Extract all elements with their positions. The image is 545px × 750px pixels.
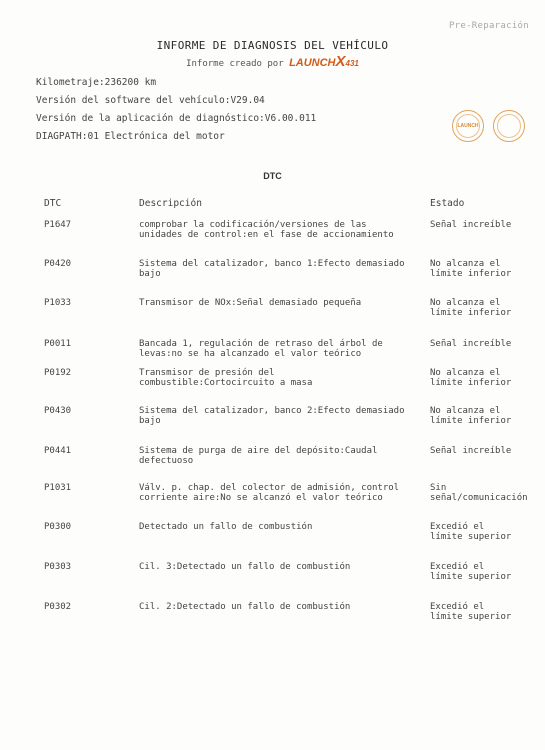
- launch-logo: LAUNCHX431: [289, 53, 359, 70]
- dtc-code: P0420: [44, 259, 72, 269]
- dtc-code: P1033: [44, 298, 72, 308]
- dtc-status: No alcanza el límite inferior: [430, 406, 512, 426]
- dtc-description: Bancada 1, regulación de retraso del árbol de levas:no se ha alcanzado el valor teórico: [139, 339, 383, 359]
- dtc-status: No alcanza el límite inferior: [430, 368, 512, 388]
- certification-stamp-logo: [493, 110, 525, 142]
- dtc-status: Señal increíble: [430, 339, 512, 349]
- diagnostic-app-version: Versión de la aplicación de diagnóstico:V6.00.011: [36, 113, 317, 124]
- dtc-code: P0430: [44, 406, 72, 416]
- dtc-code: P1647: [44, 220, 72, 230]
- dtc-description: Sistema del catalizador, banco 1:Efecto demasiado bajo: [139, 259, 405, 279]
- dtc-description: Válv. p. chap. del colector de admisión, control corriente aire:No se alcanzó el valor teórico: [139, 483, 400, 503]
- diagpath: DIAGPATH:01 Electrónica del motor: [36, 131, 225, 142]
- dtc-code: P0441: [44, 446, 72, 456]
- column-header-description: Descripción: [139, 198, 202, 209]
- dtc-status: Señal increíble: [430, 446, 512, 456]
- dtc-description: Detectado un fallo de combustión: [139, 522, 313, 532]
- launch-stamp-logo: LAUNCH: [452, 110, 484, 142]
- mileage: Kilometraje:236200 km: [36, 77, 157, 88]
- report-stage-tag: Pre-Reparación: [448, 21, 529, 31]
- dtc-status: No alcanza el límite inferior: [430, 259, 512, 279]
- dtc-description: Cil. 3:Detectado un fallo de combustión: [139, 562, 351, 572]
- dtc-description: Cil. 2:Detectado un fallo de combustión: [139, 602, 351, 612]
- dtc-description: Sistema de purga de aire del depósito:Caudal defectuoso: [139, 446, 378, 466]
- dtc-status: Excedió el límite superior: [430, 602, 512, 622]
- dtc-status: Señal increíble: [430, 220, 512, 230]
- dtc-description: Transmisor de NOx:Señal demasiado pequeña: [139, 298, 362, 308]
- dtc-status: No alcanza el límite inferior: [430, 298, 512, 318]
- dtc-section-title: DTC: [263, 171, 282, 181]
- subtitle-text: Informe creado por: [186, 59, 284, 69]
- column-header-status: Estado: [430, 198, 465, 209]
- report-title: INFORME DE DIAGNOSIS DEL VEHÍCULO: [156, 39, 389, 52]
- dtc-status: Sin señal/comunicación: [430, 483, 528, 503]
- dtc-status: Excedió el límite superior: [430, 522, 512, 542]
- dtc-description: Sistema del catalizador, banco 2:Efecto demasiado bajo: [139, 406, 405, 426]
- dtc-code: P0192: [44, 368, 72, 378]
- dtc-code: P0300: [44, 522, 72, 532]
- report-subtitle: [0, 53, 545, 70]
- dtc-code: P0011: [44, 339, 72, 349]
- dtc-code: P0303: [44, 562, 72, 572]
- vehicle-software-version: Versión del software del vehículo:V29.04: [36, 95, 265, 106]
- dtc-description: comprobar la codificación/versiones de las unidades de control:en el fase de accionamiento: [139, 220, 394, 240]
- dtc-code: P0302: [44, 602, 72, 612]
- column-header-dtc: DTC: [44, 198, 62, 209]
- dtc-description: Transmisor de presión del combustible:Cortocircuito a masa: [139, 368, 313, 388]
- dtc-code: P1031: [44, 483, 72, 493]
- dtc-status: Excedió el límite superior: [430, 562, 512, 582]
